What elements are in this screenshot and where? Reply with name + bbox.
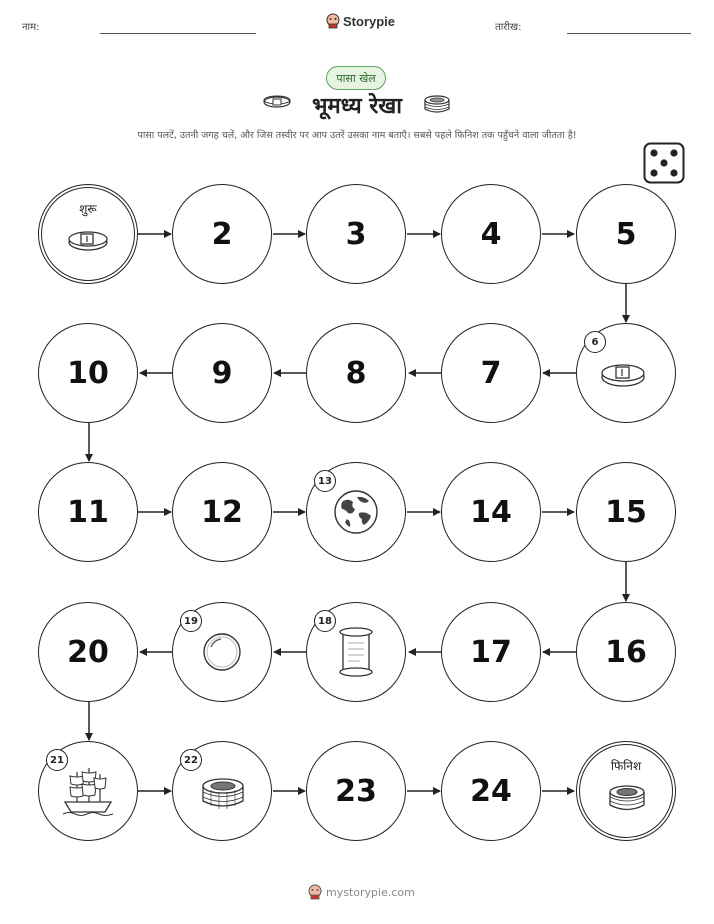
- board-space-12: [172, 462, 272, 562]
- board-space-17: [441, 602, 541, 702]
- footer: [308, 884, 415, 900]
- space-number: 12: [201, 494, 243, 530]
- space-number: 23: [335, 773, 377, 809]
- space-number: 4: [480, 216, 502, 252]
- finish-label: फिनिश: [610, 759, 642, 773]
- footer-site[interactable]: mystorypie.com: [326, 885, 415, 899]
- space-number: 10: [67, 355, 109, 391]
- space-number-badge: 13: [314, 470, 336, 492]
- space-number: 5: [615, 216, 637, 252]
- board-space-8: [306, 323, 406, 423]
- well-icon: [606, 783, 648, 815]
- page-title: भूमध्य रेखा: [311, 94, 402, 119]
- brand-name: Storypie: [343, 13, 396, 29]
- space-number: 9: [211, 355, 233, 391]
- space-number-badge: 18: [314, 610, 336, 632]
- space-number: 7: [480, 355, 502, 391]
- name-label: नाम:: [22, 22, 40, 33]
- board-space-24: [441, 741, 541, 841]
- space-number-badge: 21: [46, 749, 68, 771]
- board-space-10: [38, 323, 138, 423]
- space-number: 14: [470, 494, 512, 530]
- scroll-icon: [335, 625, 377, 679]
- board-space-20: [38, 602, 138, 702]
- board-space-16: [576, 602, 676, 702]
- space-number: 17: [470, 634, 512, 670]
- board-space-11: [38, 462, 138, 562]
- mascot-icon: [308, 884, 322, 900]
- board-space-finish: [576, 741, 676, 841]
- belt-icon: [66, 228, 110, 254]
- space-number: 11: [67, 494, 109, 530]
- date-label: तारीख:: [495, 22, 522, 33]
- board-space-9: [172, 323, 272, 423]
- space-number: 15: [605, 494, 647, 530]
- space-number-badge: 6: [584, 331, 606, 353]
- board-space-start: [38, 184, 138, 284]
- space-number-badge: 22: [180, 749, 202, 771]
- game-type-tag: पासा खेल: [326, 66, 386, 90]
- belt-icon: [599, 360, 647, 390]
- board-space-2: [172, 184, 272, 284]
- space-number: 3: [345, 216, 367, 252]
- well-icon: [199, 776, 247, 812]
- instructions: पासा पलटें, उतनी जगह चलें, और जिस तस्वीर पर आप उतरें उसका नाम बताएँ। सबसे पहले फिनिश तक पहुँचने वाला जीतता है!: [137, 130, 577, 141]
- space-number: 16: [605, 634, 647, 670]
- ship-icon: [61, 766, 115, 818]
- space-number: 2: [211, 216, 233, 252]
- board-space-14: [441, 462, 541, 562]
- globe-icon: [333, 489, 379, 535]
- board-space-15: [576, 462, 676, 562]
- start-label: शुरू: [79, 202, 97, 216]
- board-space-23: [306, 741, 406, 841]
- space-number: 8: [345, 355, 367, 391]
- space-number: 20: [67, 634, 109, 670]
- bubble-icon: [201, 631, 243, 673]
- board-space-7: [441, 323, 541, 423]
- board-space-5: [576, 184, 676, 284]
- board-space-3: [306, 184, 406, 284]
- space-number: 24: [470, 773, 512, 809]
- space-number-badge: 19: [180, 610, 202, 632]
- board-space-4: [441, 184, 541, 284]
